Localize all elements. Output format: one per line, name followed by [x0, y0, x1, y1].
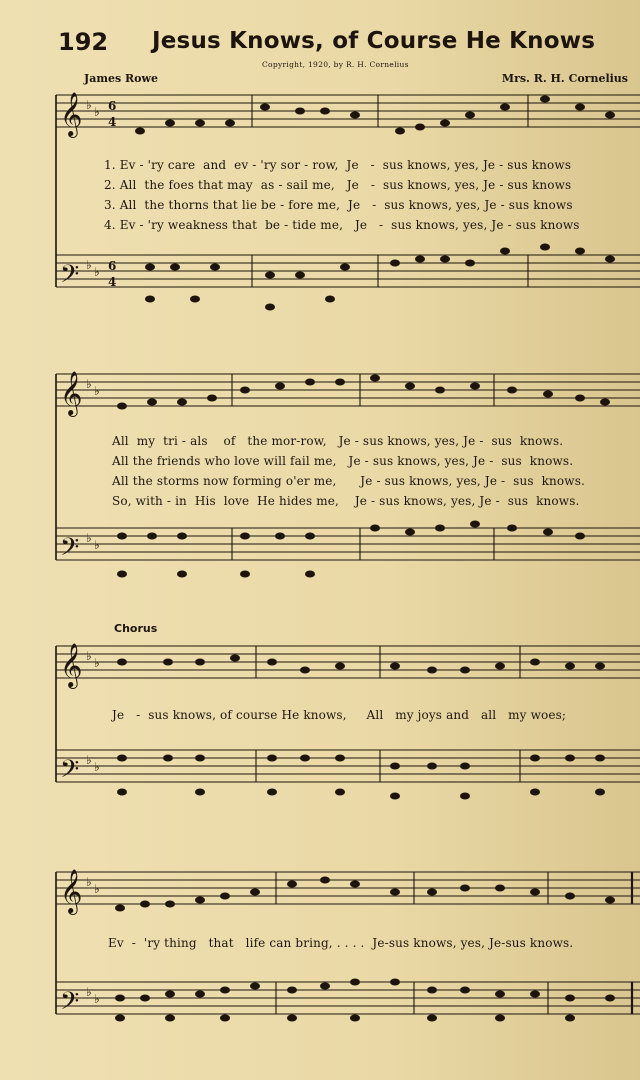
treble-staff-3 [0, 640, 640, 810]
copyright-notice: Copyright, 1920, by R. H. Cornelius [262, 60, 409, 69]
svg-text:♭: ♭ [86, 98, 92, 112]
svg-text:♭: ♭ [86, 753, 92, 767]
svg-text:♭: ♭ [86, 531, 92, 545]
svg-text:𝄞: 𝄞 [60, 92, 83, 136]
svg-text:𝄢: 𝄢 [60, 533, 80, 568]
verse-2-line-1: 2. All the foes that may as - sail me, Je - sus knows, yes, Je - sus knows [104, 178, 572, 192]
svg-text:♭: ♭ [94, 882, 100, 896]
svg-text:4: 4 [108, 275, 117, 289]
svg-text:♭: ♭ [94, 538, 100, 552]
svg-text:𝄞: 𝄞 [60, 643, 83, 687]
svg-text:♭: ♭ [94, 992, 100, 1006]
svg-text:𝄞: 𝄞 [60, 869, 83, 913]
svg-text:𝄞: 𝄞 [60, 371, 83, 415]
svg-text:𝄢: 𝄢 [60, 987, 80, 1022]
composer: Mrs. R. H. Cornelius [501, 72, 628, 85]
music-system-1 [0, 85, 640, 315]
svg-text:𝄢: 𝄢 [60, 755, 80, 790]
verse-1-line-1: 1. Ev - 'ry care and ev - 'ry sor - row, Je - sus knows, yes, Je - sus knows [104, 158, 572, 172]
music-system-3 [0, 640, 640, 810]
verse-4-line-2: So, with - in His love He hides me, Je - sus knows, yes, Je - sus knows. [112, 494, 580, 508]
chorus-label: Chorus [114, 622, 158, 635]
verse-3-line-2: All the storms now forming o'er me, Je - sus knows, yes, Je - sus knows. [112, 474, 585, 488]
treble-staff-4 [0, 862, 640, 1062]
svg-text:♭: ♭ [94, 105, 100, 119]
svg-text:♭: ♭ [86, 377, 92, 391]
svg-text:♭: ♭ [94, 760, 100, 774]
music-system-4 [0, 862, 640, 1062]
svg-text:♭: ♭ [86, 649, 92, 663]
svg-text:6: 6 [108, 259, 117, 273]
svg-text:♭: ♭ [94, 656, 100, 670]
hymn-title: Jesus Knows, of Course He Knows [152, 28, 596, 54]
verse-1-line-2: All my tri - als of the mor-row, Je - sus knows, yes, Je - sus knows. [112, 434, 564, 448]
svg-text:4: 4 [108, 115, 117, 129]
verse-3-line-1: 3. All the thorns that lie be - fore me, Je - sus knows, yes, Je - sus knows [104, 198, 573, 212]
svg-text:♭: ♭ [86, 875, 92, 889]
svg-text:♭: ♭ [86, 258, 92, 272]
lyricist: James Rowe [84, 72, 158, 85]
music-system-2 [0, 360, 640, 590]
svg-text:𝄢: 𝄢 [60, 260, 80, 295]
svg-text:♭: ♭ [94, 265, 100, 279]
verse-4-line-1: 4. Ev - 'ry weakness that be - tide me, Je - sus knows, yes, Je - sus knows [104, 218, 580, 232]
svg-text:6: 6 [108, 99, 117, 113]
verse-2-line-2: All the friends who love will fail me, Je - sus knows, yes, Je - sus knows. [112, 454, 574, 468]
chorus-line-1: Je - sus knows, of course He knows, All my joys and all my woes; [112, 708, 567, 722]
svg-text:♭: ♭ [86, 985, 92, 999]
page-number: 192 [58, 28, 109, 56]
svg-text:♭: ♭ [94, 384, 100, 398]
chorus-line-2: Ev - 'ry thing that life can bring, . . . . Je-sus knows, yes, Je-sus knows. [108, 936, 574, 950]
